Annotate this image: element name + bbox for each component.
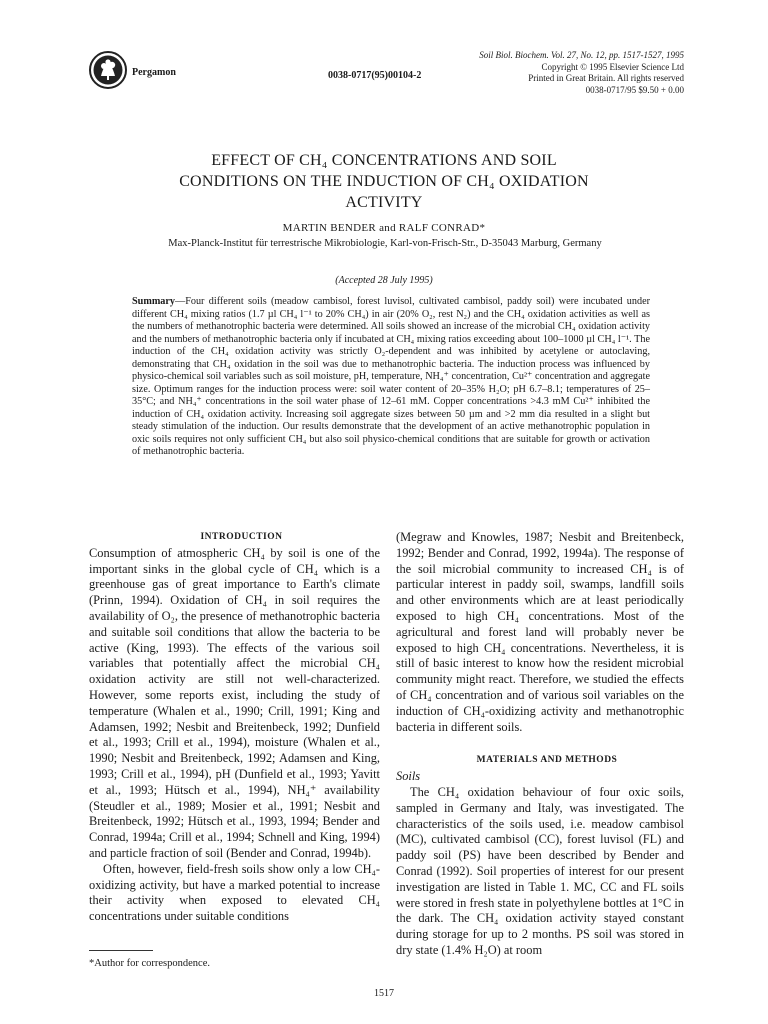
journal-citation: [479, 50, 684, 96]
right-column: [396, 530, 684, 959]
journal-line-3: Printed in Great Britain. All rights reserved: [528, 73, 684, 83]
author-list: MARTIN BENDER and RALF CONRAD*: [282, 222, 486, 234]
journal-line-1: Soil Biol. Biochem. Vol. 27, No. 12, pp. 1517-1527, 1995: [479, 50, 684, 60]
journal-line-2: Copyright © 1995 Elsevier Science Ltd: [541, 61, 684, 72]
footnote: *Author for correspondence.: [89, 958, 210, 969]
intro-paragraph-2: Often, however, field-fresh soils show only a low CH₄-oxidizing activity, but have a marked potential to increase their activity when exposed to elevated CH₄ concentrations under suitable conditions: [89, 861, 380, 924]
introduction-heading: INTRODUCTION: [200, 532, 283, 542]
document-id: 0038-0717(95)00104-2: [328, 70, 422, 81]
pergamon-tree-logo-icon: [88, 50, 128, 90]
page-number: 1517: [374, 988, 394, 999]
abstract-text: —Four different soils (meadow cambisol, forest luvisol, cultivated cambisol, paddy soil) were incubated under different CH₄ mixing ratios (1.7 µl CH₄ l⁻¹ to 20% CH₄) in air (20% O₂, rest N₂) and the CH₄ oxidation activities as well as the numbers of methanotrophic bacteria were determined. All soils showed an increase of the microbial CH₄ oxidation activity and the numbers of methanotrophic bacteria only if incubated at CH₄ mixing ratios exceeding about 100–1000 µl CH₄ l⁻¹. The induction of the CH₄ oxidation activity was strictly O₂-dependent and was inhibited by acetylene or autoclaving, demonstrating that CH₄ oxidation in the soil was due to methanotrophic bacteria. The induction process was influenced by physico-chemical soil variables such as soil moisture, pH, temperature, NH₄⁺ concentration, Cu²⁺ concentration and aggregate size. Optimum ranges for the induction process were: soil water content of 20–35% H₂O; pH 6.7–8.1; temperatures of 25–35°C; and NH₄⁺ concentrations in the soil water phase of 12–61 mM. Copper concentrations >4.3 mM Cu²⁺ inhibited the induction of CH₄ oxidation activity. Increasing soil aggregate sizes between 50 µm and >2 mm dia resulted in a slight but steady stimulation of the induction. Our results demonstrate that the development of an active methanotrophic population in oxic soils requires not only sufficient CH₄ but also soil physico-chemical conditions that are suitable for growth or activation of methanotrophic bacteria.: [132, 296, 650, 457]
publisher-name: Pergamon: [132, 66, 176, 78]
methods-heading: MATERIALS AND METHODS: [476, 755, 618, 766]
abstract-label: Summary: [132, 296, 176, 307]
abstract: [132, 296, 650, 459]
journal-line-4: 0038-0717/95 $9.50 + 0.00: [585, 84, 684, 95]
page-header: [88, 44, 684, 94]
left-column: [89, 530, 380, 925]
article-title: [0, 150, 768, 213]
author-affiliation: Max-Planck-Institut für terrestrische Mikrobiologie, Karl-von-Frisch-Str., D-35043 Marburg, Germany: [168, 238, 602, 249]
footnote-divider: [89, 950, 153, 951]
soils-subheading: Soils: [396, 769, 421, 784]
title-line-2: CONDITIONS ON THE INDUCTION OF CH₄ OXIDATION: [179, 173, 589, 190]
title-line-1: EFFECT OF CH₄ CONCENTRATIONS AND SOIL: [211, 152, 557, 169]
intro-paragraph-1: Consumption of atmospheric CH₄ by soil is one of the important sinks in the global cycle of CH₄ which is a greenhouse gas of great importance to Earth's climate (Prinn, 1994). Oxidation of CH₄ in soil requires the availability of O₂, the presence of methanotrophic bacteria and suitable soil conditions that allow the bacteria to be active (King, 1993). The effects of the various soil variables that potentially affect the microbial CH₄ oxidation activity are still not well-characterized. However, some reports exist, including the study of temperature (Whalen et al., 1990; Crill, 1991; King and Adamsen, 1992; Nesbit and Breitenbeck, 1992; Dunfield et al., 1993; Crill et al., 1994), moisture (Whalen et al., 1990; Nesbit and Breitenbeck, 1992; Adamsen and King, 1993; Crill et al., 1994), pH (Dunfield et al., 1993; Yavitt et al., 1993; Hütsch et al., 1994), NH₄⁺ availability (Steudler et al., 1989; Mosier et al., 1991; Nesbit and Breitenbeck, 1992; Hütsch et al., 1993, 1994; Bender and Conrad, 1994a; Crill et al., 1994; Schnell and King, 1994) and particle fraction of soil (Bender and Conrad, 1994b).: [89, 545, 380, 860]
soils-paragraph: The CH₄ oxidation behaviour of four oxic soils, sampled in Germany and Italy, was investigated. The characteristics of the soils used, i.e. meadow cambisol (MC), cultivated cambisol (CC), forest luvisol (FL) and paddy soil (PS) have been described by Bender and Conrad (1992). Soil properties of interest for our present investigation are listed in Table 1. MC, CC and FL soils were stored in fresh state in polyethylene bottles at 1°C in the dark. The CH₄ oxidation activity stayed constant during storage for up to 2 months. PS soil was stored in dry state (1.4% H₂O) at room: [396, 784, 684, 957]
title-line-3: ACTIVITY: [345, 194, 423, 211]
accepted-date: (Accepted 28 July 1995): [335, 275, 433, 286]
publisher-logo: [88, 50, 176, 90]
intro-paragraph-continued: (Megraw and Knowles, 1987; Nesbit and Breitenbeck, 1992; Bender and Conrad, 1992, 1994a). The response of the soil microbial community to increased CH₄ is of particular interest in paddy soil, swamps, landfill soils and other environments which are at least periodically exposed to high CH₄ concentrations. Most of the agricultural and forest land will probably never be exposed to high CH₄ concentrations. Nevertheless, it is still of basic interest to know how the resident microbial community might react. Therefore, we studied the effects of CH₄ concentration and of various soil variables on the induction of CH₄-oxidizing activity and methanotrophic bacteria in different soils.: [396, 530, 684, 734]
